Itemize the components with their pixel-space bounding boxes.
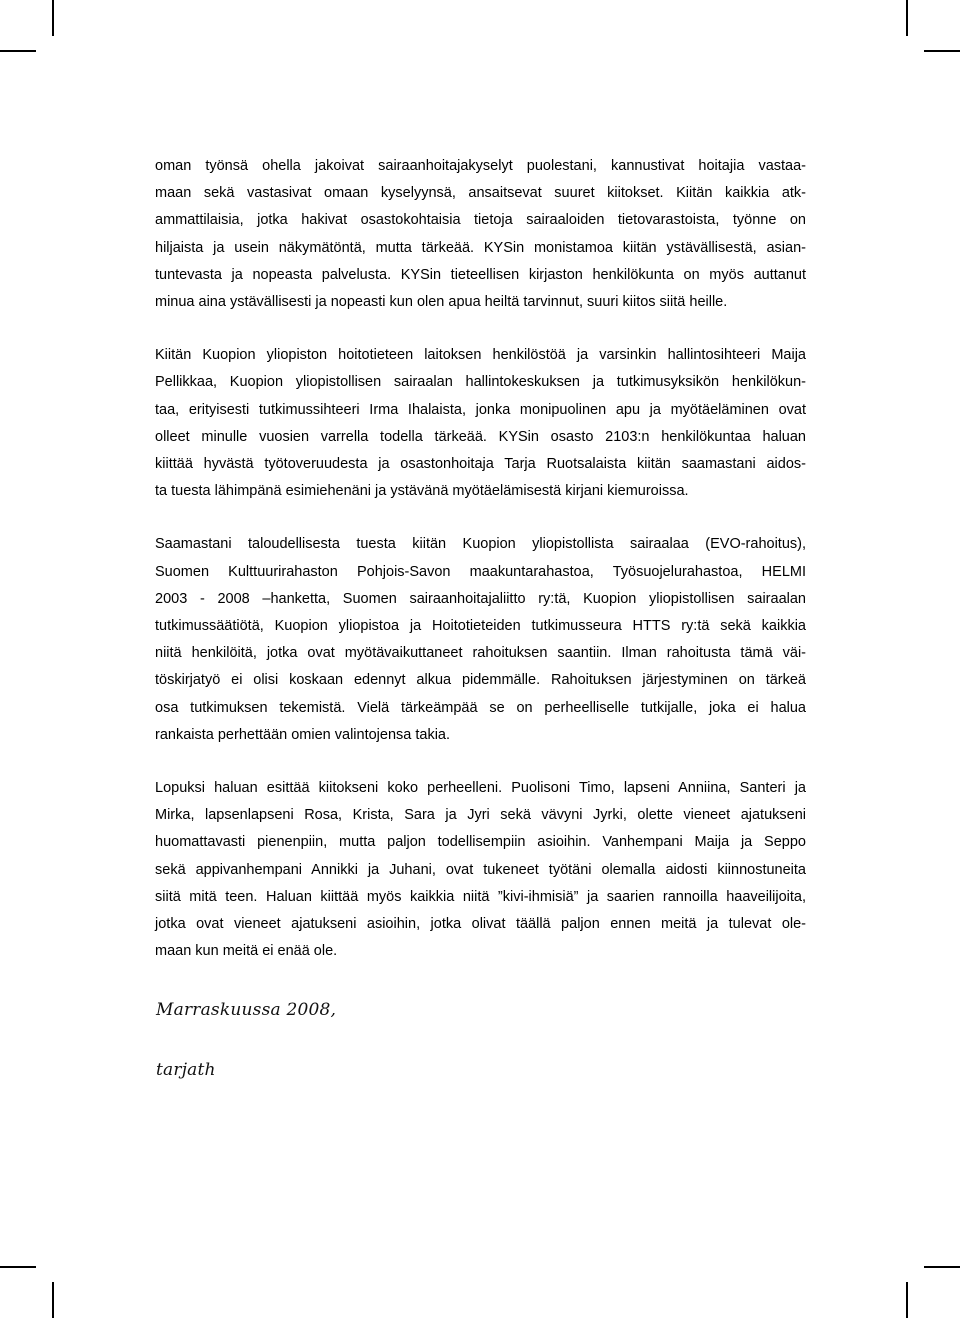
text-line: Mirka, lapsenlapseni Rosa, Krista, Sara ja Jyri sekä vävyni Jyrki, olette vieneet ajatukseni	[155, 807, 806, 824]
text-line: siitä mitä teen. Haluan kiittää myös kaikkia niitä ”kivi-ihmisiä” ja saarien rannoilla haaveilijoita,	[155, 888, 806, 905]
text-line: maan kun meitä ei enää ole.	[155, 943, 338, 960]
text-line: 2003 - 2008 –hanketta, Suomen sairaanhoitajaliitto ry:tä, Kuopion yliopistollisen sairaalan	[155, 590, 806, 607]
text-line: Suomen Kulttuurirahaston Pohjois-Savon maakuntarahastoa, Työsuojelurahastoa, HELMI	[155, 563, 806, 580]
crop-mark-bottom-left-horizontal	[0, 1266, 36, 1268]
text-line: ammattilaisia, jotka hakivat osastokohtaisia tietoja sairaaloiden tietovarastoista, työnne on	[155, 212, 806, 229]
signature-name: tarjath	[156, 1060, 216, 1080]
crop-mark-bottom-right-horizontal	[924, 1266, 960, 1268]
text-line: hiljaista ja usein näkymätöntä, mutta tärkeää. KYSin monistamoa kiitän ystävällisestä, asian-	[155, 239, 806, 256]
text-line: jotka ovat vieneet ajatukseni asioihin, jotka olivat täällä paljon ennen meitä ja tulevat ole-	[155, 916, 806, 933]
text-line: rankaista perhettään omien valintojensa takia.	[155, 726, 451, 743]
crop-mark-bottom-right-vertical	[906, 1282, 908, 1318]
paragraph-thanks-university	[155, 342, 806, 505]
text-line: ta tuesta lähimpänä esimiehenäni ja ystävänä myötäelämisestä kirjani kiemuroissa.	[155, 483, 689, 500]
paragraph-thanks-staff	[155, 153, 806, 316]
text-line: minua aina ystävällisesti ja nopeasti kun olen apua heiltä tarvinnut, suuri kiitos siitä heille.	[155, 294, 728, 311]
text-line: tuntevasta ja nopeasta palvelusta. KYSin tieteellisen kirjaston henkilökunta on myös auttanut	[155, 266, 806, 283]
text-line: niitä henkilöitä, jotka ovat myötävaikuttaneet rahoituksen saantiin. Ilman rahoitusta tämä väi-	[155, 645, 806, 662]
text-line: töskirjatyö ei olisi koskaan edennyt alkua pidemmälle. Rahoituksen järjestyminen on tärkeä	[155, 672, 806, 689]
text-line: Lopuksi haluan esittää kiitokseni koko perheelleni. Puolisoni Timo, lapseni Anniina, Santeri ja	[155, 780, 806, 797]
paragraph-thanks-family	[155, 775, 806, 965]
signature-date: Marraskuussa 2008,	[156, 1000, 337, 1020]
text-line: oman työnsä ohella jakoivat sairaanhoitajakyselyt puolestani, kannustivat hoitajia vastaa-	[155, 158, 806, 174]
text-line: taa, erityisesti tutkimussihteeri Irma Ihalaista, jonka monipuolinen apu ja myötäeläminen ovat	[155, 401, 806, 418]
crop-mark-top-left-vertical	[52, 0, 54, 36]
text-line: olleet minulle vuosien varrella todella tärkeää. KYSin osasto 2103:n henkilökuntaa haluan	[155, 428, 806, 445]
text-line: sekä appivanhempani Annikki ja Juhani, ovat tukeneet työtäni olemalla aidosti kiinnostuneita	[155, 861, 806, 878]
crop-mark-top-right-vertical	[906, 0, 908, 36]
text-line: osa tutkimuksen tekemistä. Vielä tärkeämpää se on perheelliselle tutkijalle, joka ei halua	[155, 699, 806, 716]
document-body	[155, 153, 806, 965]
crop-mark-bottom-left-vertical	[52, 1282, 54, 1318]
text-line: tutkimussäätiötä, Kuopion yliopistoa ja Hoitotieteiden tutkimusseura HTTS ry:tä sekä kaikkia	[155, 618, 806, 635]
crop-mark-top-left-horizontal	[0, 50, 36, 52]
paragraph-thanks-funding	[155, 531, 806, 749]
crop-mark-top-right-horizontal	[924, 50, 960, 52]
text-line: Pellikkaa, Kuopion yliopistollisen sairaalan hallintokeskuksen ja tutkimusyksikön henkilökun-	[155, 374, 806, 391]
text-line: kiittää hyvästä työtoveruudesta ja osastonhoitaja Tarja Ruotsalaista kiitän saamastani aidos-	[155, 456, 806, 473]
text-line: maan sekä vastasivat omaan kyselyynsä, ansaitsevat suuret kiitokset. Kiitän kaikkia atk-	[155, 185, 806, 202]
text-line: Saamastani taloudellisesta tuesta kiitän Kuopion yliopistollista sairaalaa (EVO-rahoitus),	[155, 536, 806, 553]
text-line: Kiitän Kuopion yliopiston hoitotieteen laitoksen henkilöstöä ja varsinkin hallintosihteeri Maija	[155, 347, 806, 364]
text-line: huomattavasti pienenpiin, mutta paljon todellisempiin asioihin. Vanhempani Maija ja Seppo	[155, 834, 806, 851]
